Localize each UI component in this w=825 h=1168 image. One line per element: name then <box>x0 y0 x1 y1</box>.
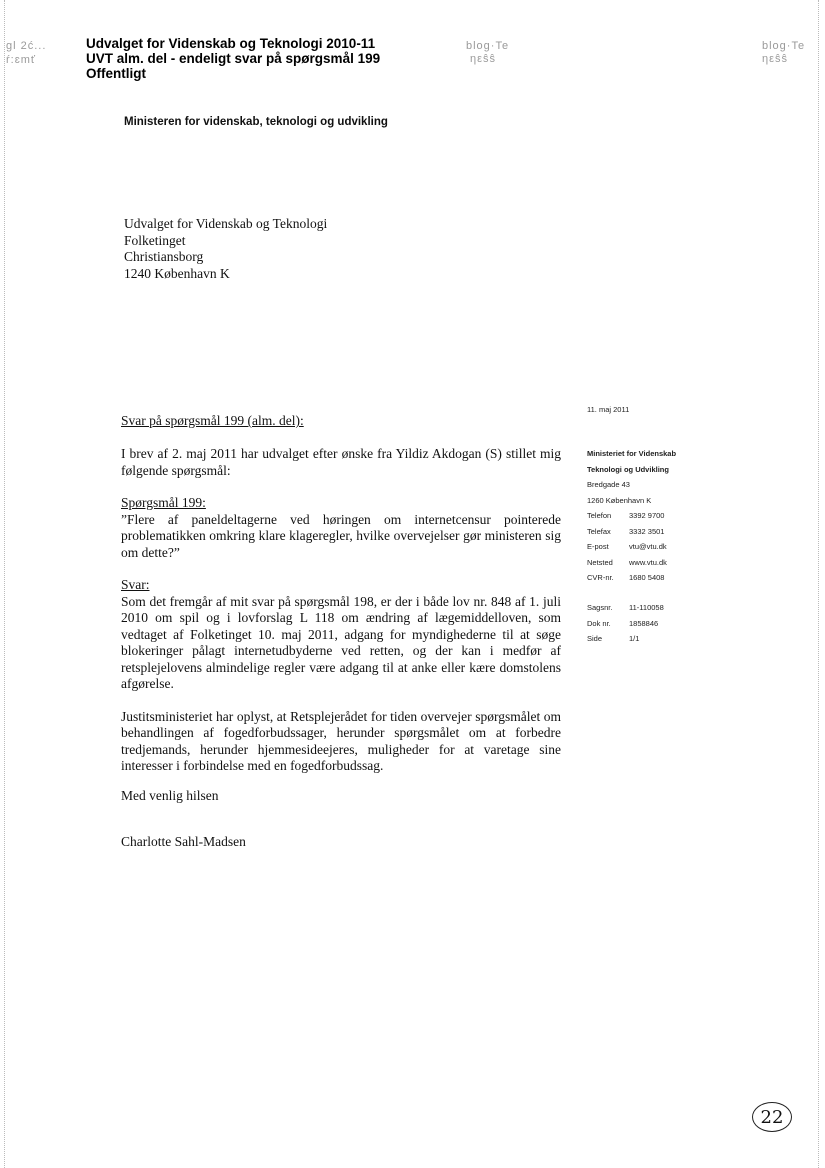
scan-edge-left <box>4 0 6 1168</box>
page-number: 22 <box>760 1106 784 1128</box>
recipient-line: Udvalget for Videnskab og Teknologi <box>124 216 328 231</box>
answer-paragraph-2: Justitsministeriet har oplyst, at Retsplejerådet for tiden overvejer spørgsmålet om behandlingen af fogedforbudssager, herunder spørgsmålet om at forbedre tredjemands, herunder hjemmesideejeres, muligheder for at varetage sine interesser i forbindelse med en fogedforbudssag. <box>121 708 561 773</box>
contact-row: Telefax 3332 3501 <box>587 526 665 536</box>
recipient-line: Christiansborg <box>124 249 204 264</box>
document-header <box>86 36 380 81</box>
header-status: Offentligt <box>86 66 146 81</box>
contact-row: E-post vtu@vtu.dk <box>587 542 667 551</box>
closing: Med venlig hilsen <box>121 788 219 803</box>
contact-row: Netsted www.vtu.dk <box>587 557 667 567</box>
scan-noise: ηεŝŝ <box>762 53 789 65</box>
ref-row: Side 1/1 <box>587 634 640 643</box>
letter-body <box>121 446 561 775</box>
scan-noise: ŕ:ɛmť <box>6 54 37 66</box>
sender-title: Ministeren for videnskab, teknologi og udvikling <box>124 116 388 128</box>
scan-noise: ηεŝŝ <box>470 53 497 65</box>
recipient-address <box>124 216 327 282</box>
header-case: UVT alm. del - endeligt svar på spørgsmål 199 <box>86 51 381 66</box>
answer-paragraph: Som det fremgår af mit svar på spørgsmål 198, er der i både lov nr. 848 af 1. juli 2010 om spil og i lovforslag L 118 om ændring af lægemiddelloven, som vedtaget af Folketinget 10. maj 2011, adgang for myndighederne til at søge blokeringer pålagt internetudbyderne ved retten, og der kan i medfør af retsplejelovens almindelige regler være adgang til at anke eller kære domstolens afgørelse. <box>121 593 561 691</box>
answer-label: Svar: <box>121 577 150 592</box>
question-label: Spørgsmål 199: <box>121 495 206 510</box>
contact-row: CVR-nr. 1680 5408 <box>587 573 665 582</box>
ministry-street: Bredgade 43 <box>587 480 630 489</box>
letter-date: 11. maj 2011 <box>587 405 630 414</box>
ministry-name: Teknologi og Udvikling <box>587 464 669 474</box>
intro-paragraph: I brev af 2. maj 2011 har udvalget efter ønske fra Yildiz Akdogan (S) stillet mig følgende spørgsmål: <box>121 446 561 478</box>
recipient-line: Folketinget <box>124 232 186 248</box>
scan-edge-right <box>818 0 820 1168</box>
question-text: ”Flere af paneldeltagerne ved høringen om internetcensur pointerede problematikken omkring klare klageregler, hvilke overvejelser gør ministeren sig om dette?” <box>121 511 561 560</box>
ref-row: Dok nr. 1858846 <box>587 618 659 628</box>
scan-noise: blog·Te <box>762 40 806 52</box>
ministry-info <box>587 446 676 586</box>
page-number-circle <box>752 1102 792 1132</box>
case-refs <box>587 600 664 647</box>
signature: Charlotte Sahl-Madsen <box>121 834 246 849</box>
header-committee: Udvalget for Videnskab og Teknologi 2010-11 <box>86 36 376 51</box>
scan-noise: gl 2ć... <box>6 40 47 52</box>
contact-row: Telefon 3392 9700 <box>587 511 665 520</box>
ministry-name: Ministeriet for Videnskab <box>587 449 677 458</box>
recipient-line: 1240 København K <box>124 265 230 281</box>
subject-line: Svar på spørgsmål 199 (alm. del): <box>121 413 304 428</box>
scan-noise: blog·Te <box>466 40 510 52</box>
ref-row: Sagsnr. 11-110058 <box>587 603 664 612</box>
ministry-city: 1260 København K <box>587 495 652 505</box>
